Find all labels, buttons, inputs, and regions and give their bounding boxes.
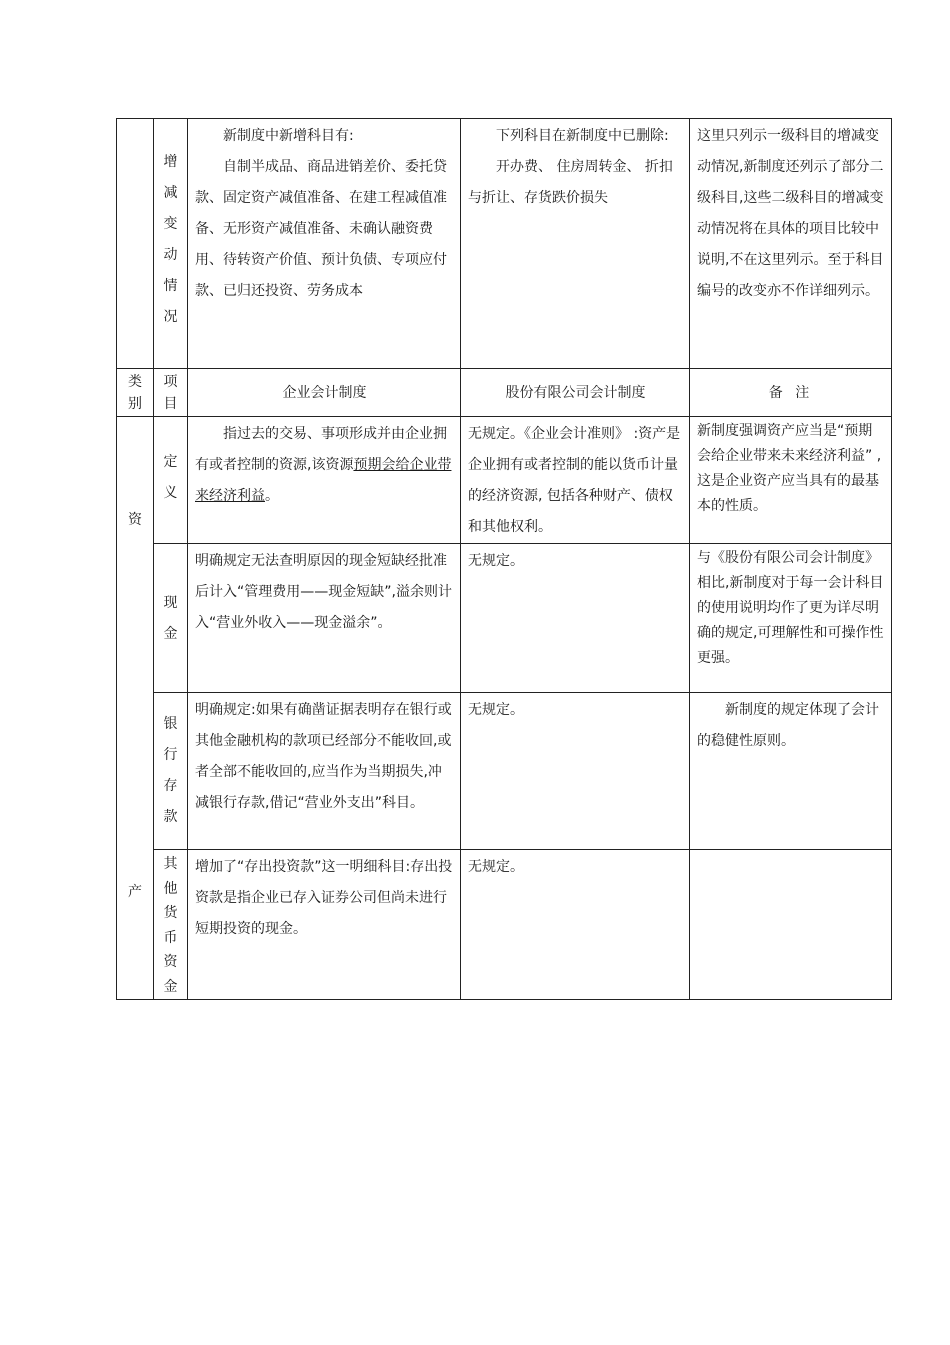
item-label-definition [154,417,188,544]
definition-col3-text: 新制度强调资产应当是“预期会给企业带来未来经济利益” ,这是企业资产应当具有的最基本的性质。 [697,423,882,514]
definition-col1-cell [188,417,461,544]
comparison-table-container [116,118,891,1000]
item-label-cash [154,544,188,693]
table-header-row [117,369,892,417]
table-row-bank [117,693,892,850]
item-label-other [154,850,188,1000]
changes-note: 这里只列示一级科目的增减变动情况,新制度还列示了部分二级科目,这些二级科目的增减变动情况将在具体的项目比较中说明,不在这里列示。至于科目编号的改变亦不作详细列示。 [697,128,884,299]
other-col1-text: 增加了“存出投资款”这一明细科目:存出投资款是指企业已存入证券公司但尚未进行短期投资的现金。 [195,859,453,937]
bank-col2-cell [461,693,690,850]
cash-col2-cell [461,544,690,693]
table-row-other-funds [117,850,892,1000]
definition-label: 定义 [163,454,178,501]
definition-col2-cell [461,417,690,544]
bank-col1-cell [188,693,461,850]
category-label-bottom: 产 [128,884,142,900]
changes-col1-cell [188,119,461,369]
item-label-changes [154,119,188,369]
header-col3: 备 注 [690,369,892,417]
vertical-label: 增减变动情况 [163,154,178,325]
other-label: 其他货币资金 [163,856,178,995]
bank-label: 银行存款 [163,716,178,825]
header-category [117,369,154,417]
other-col2-cell [461,850,690,1000]
bank-col3-text: 新制度的规定体现了会计的稳健性原则。 [697,702,879,749]
table-row-changes [117,119,892,369]
header-item [154,369,188,417]
cash-col2-text: 无规定。 [468,553,524,569]
changes-col3-cell [690,119,892,369]
comparison-table [116,118,892,1000]
header-col2: 股份有限公司会计制度 [461,369,690,417]
category-asset-cell [117,417,154,1000]
other-col3-cell [690,850,892,1000]
changes-col1-line1: 新制度中新增科目有: [223,128,354,144]
cash-label: 现金 [163,595,178,642]
cash-col1-cell [188,544,461,693]
changes-col2-cell [461,119,690,369]
table-row-cash [117,544,892,693]
bank-col3-cell [690,693,892,850]
changes-col1-line2: 自制半成品、商品进销差价、委托贷款、固定资产减值准备、在建工程减值准备、无形资产减值准备、未确认融资费用、待转资产价值、预计负债、专项应付款、已归还投资、劳务成本 [195,159,447,299]
cash-col3-text: 与《股份有限公司会计制度》相比,新制度对于每一会计科目的使用说明均作了更为详尽明确的规定,可理解性和可操作性更强。 [697,550,884,666]
changes-col2-line1: 下列科目在新制度中已删除: [496,128,669,144]
item-label-bank [154,693,188,850]
cash-col3-cell [690,544,892,693]
other-col1-cell [188,850,461,1000]
table-row-definition [117,417,892,544]
header-col1: 企业会计制度 [188,369,461,417]
definition-col1-b: 。 [265,488,279,504]
definition-col1-underlined: 预期会给企业带来经济利益 [195,457,452,504]
header-item-text: 项目 [163,373,178,412]
changes-col2-line2: 开办费、 住房周转金、 折扣与折让、存货跌价损失 [468,159,673,206]
bank-col2-text: 无规定。 [468,702,524,718]
bank-col1-text: 明确规定:如果有确凿证据表明存在银行或其他金融机构的款项已经部分不能收回,或者全部不能收回的,应当作为当期损失,冲减银行存款,借记“营业外支出”科目。 [195,702,452,811]
definition-col2-text: 无规定。《企业会计准则》 :资产是企业拥有或者控制的能以货币计量的经济资源, 包括各种财产、债权和其他权利。 [468,426,681,535]
definition-col1-text [195,419,454,512]
definition-col1-a: 指过去的交易、事项形成并由企业拥有或者控制的资源,该资源 [195,426,447,473]
cash-col1-text: 明确规定无法查明原因的现金短缺经批准后计入“管理费用——现金短缺”,溢余则计入“营业外收入——现金溢余”。 [195,553,452,631]
other-col2-text: 无规定。 [468,859,524,875]
category-cell-empty [117,119,154,369]
definition-col3-cell [690,417,892,544]
header-category-text: 类别 [128,373,142,412]
category-label-top: 资 [128,512,142,528]
